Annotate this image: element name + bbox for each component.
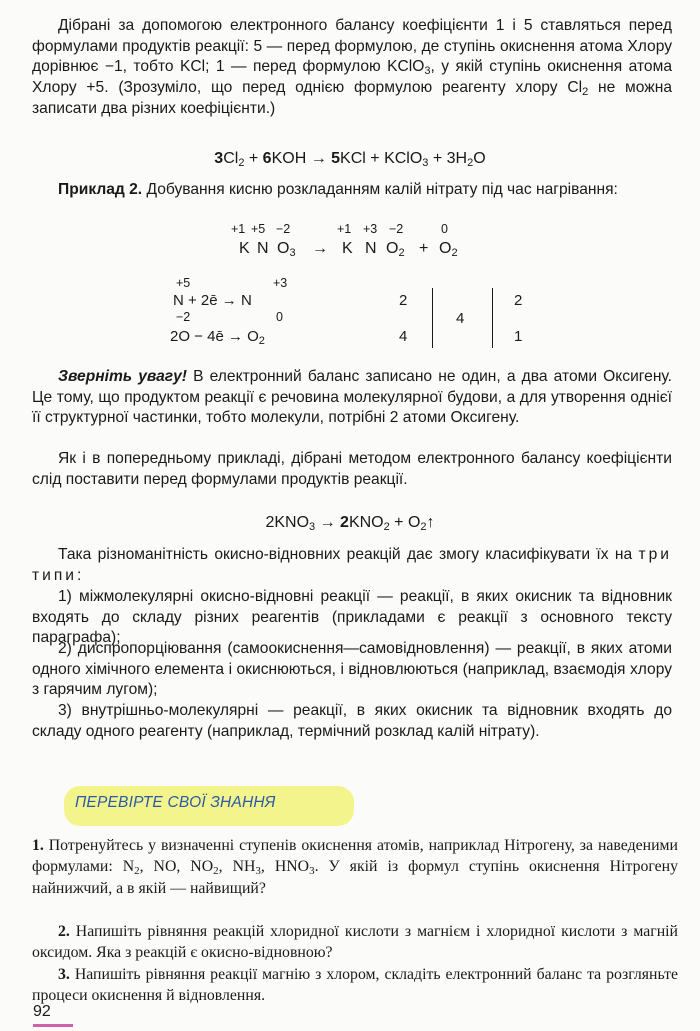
textbook-page: Дібрані за допомогою електронного балансу коефіцієнти 1 і 5 ставляться перед формулами продуктів реакції: 5 — перед формулою, де ступінь окиснення атома Хлору дорівнює −1, тобто KCl; 1 — перед формулою KClO$_3$, у якій ступінь окиснення атома Хлору +5. (Зрозуміло, що перед однією формулою реагенту хлору $Cl_2$ не можна записати два різних коефіцієнти.) $3Cl_2 + 6KOH \to 5KCl$ + KClO$_3$ + $3H_2O$ Приклад 2. Добування кисню розкладанням калій нітрату під час нагрівання: +1 +5 −2 +1 +3 −2 0 K N $O_3$ → K N $O_2$ + $O_2$ +5 +3 N + 2ē → N 2 2 −2 0 4 2O − 4ē → $O_2$ 4 1 Зверніть увагу! В електронний баланс записано не один, а два атоми Оксигену. Це тому, що продуктом реакції є речовина молекулярної будови, а для утворення однієї її структурної частинки, тобто молекули, потрібні 2 атоми Оксигену. Як і в попередньому прикладі, дібрані методом електронного балансу коефіцієнти слід поставити перед формулами продуктів реакції. $2KNO_3 \to 2KNO_2$ + $O_2↑$ Така різноманітність окисно-відновних реакцій дає змогу класифікувати їх на три типи: 1) міжмолекулярні окисно-відновні реакції — реакції, в яких окисник та відновник входять до складу різних реагентів (прикладами є реакції з основного тексту параграфа); 2) диспропорціювання (самоокиснення—самовідновлення) — реакції, в яких атоми одного хімічного елемента і окиснюються, і відновлюються (наприклад, взаємодія хлору з гарячим лугом); 3) внутрішньо-молекулярні — реакції, в яких окисник та відновник входять до складу одного реагенту (наприклад, термічний розклад калій нітрату). ПЕРЕВІРТЕ СВОЇ ЗНАННЯ 1. Потренуйтесь у визначенні ступенів окиснення атомів, наприклад Нітрогену, за наведеними формулами: $N_2$, NO, $NO_2$, $NH_3$, $HNO_3$. У якій із формул ступінь окиснення Нітрогену найнижчий, а в якій — найвищий? 2. Напишіть рівняння реакцій хлоридної кислоти з магнієм і хлоридної кислоти з магній оксидом. Яка з реакцій є окисно-відновною? 3. Напишіть рівняння реакції магнію з хлором, складіть електронний баланс та розгляньте процеси окиснення й відновлення. 92	[0, 0, 700, 1031]
paragraph-coefficients: Дібрані за допомогою електронного балансу коефіцієнти 1 і 5 ставляться перед формулами продуктів реакції: 5 — перед формулою, де ступінь окиснення атома Хлору дорівнює −1, тобто KCl; 1 — перед формулою KClO$_3$, у якій ступінь окиснення атома Хлору +5. (Зрозуміло, що перед однією формулою реагенту хлору $Cl_2$ не можна записати два різних коефіцієнти.)	[32, 17, 672, 117]
paragraph-classification: Така різноманітність окисно-відновних реакцій дає змогу класифікувати їх на три типи:	[32, 546, 672, 584]
example-2: Приклад 2. Добування кисню розкладанням калій нітрату під час нагрівання:	[58, 181, 618, 198]
page-number: 92	[33, 1003, 51, 1020]
attention-note: Зверніть увагу! В електронний баланс записано не один, а два атоми Оксигену. Це тому, що продуктом реакції є речовина молекулярної будови, а для утворення однієї її структурної частинки, тобто молекули, потрібні 2 атоми Оксигену.	[32, 368, 672, 427]
question-3: 3. Напишіть рівняння реакції магнію з хлором, складіть електронний баланс та розгляньте процеси окиснення й відновлення.	[32, 966, 678, 1005]
paragraph-previous-example: Як і в попередньому прикладі, дібрані методом електронного балансу коефіцієнти слід поставити перед формулами продуктів реакції.	[32, 450, 672, 488]
ox-state: +1	[231, 222, 246, 236]
equation-kno3-final: $2KNO_3 \to 2KNO_2$ + $O_2↑$	[265, 514, 435, 533]
ox-state: 0	[441, 222, 448, 236]
ox-state: +5	[251, 222, 266, 236]
question-2: 2. Напишіть рівняння реакцій хлоридної кислоти з магнієм і хлоридної кислоти з магній оксидом. Яка з реакцій є окисно-відновною?	[32, 923, 678, 962]
balance-divider	[432, 288, 433, 348]
list-item-disproportionation: 2) диспропорціювання (самоокиснення—самовідновлення) — реакції, в яких атоми одного хімічного елемента і окиснюються, і відновлюються (наприклад, взаємодія хлору з гарячим лугом);	[32, 640, 672, 699]
ox-state: −2	[276, 222, 291, 236]
balance-divider	[492, 288, 493, 348]
question-1: 1. Потренуйтесь у визначенні ступенів окиснення атомів, наприклад Нітрогену, за наведеними формулами: $N_2$, NO, $NO_2$, $NH_3$, $HNO_3$. У якій із формул ступінь окиснення Нітрогену найнижчий, а в якій — найвищий?	[32, 837, 679, 897]
equation-chlorine-koh: $3Cl_2 + 6KOH \to 5KCl$ + KClO$_3$ + $3H_2O$	[214, 150, 486, 169]
section-title: ПЕРЕВІРТЕ СВОЇ ЗНАННЯ	[75, 794, 276, 811]
list-item-intermolecular: 1) міжмолекулярні окисно-відновні реакції — реакції, в яких окисник та відновник входять до складу різних реагентів (прикладами є реакції з основного тексту параграфа);	[32, 588, 672, 647]
page-number-underline	[33, 1024, 73, 1027]
list-item-intramolecular: 3) внутрішньо-молекулярні — реакції, в яких окисник та відновник входять до складу одного реагенту (наприклад, термічний розклад калій нітрату).	[32, 702, 672, 740]
ox-state: +1	[337, 222, 352, 236]
ox-state: +3	[363, 222, 378, 236]
ox-state: −2	[389, 222, 404, 236]
